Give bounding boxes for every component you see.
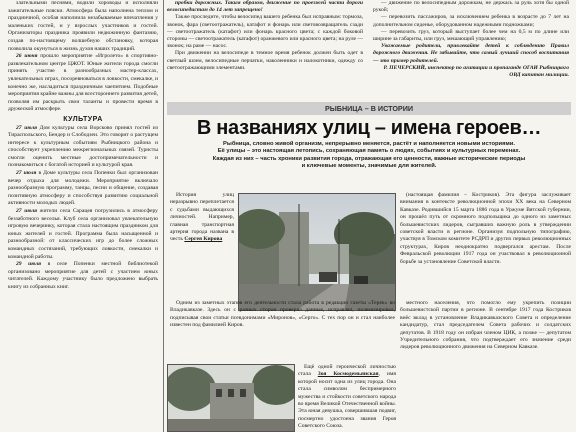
left-paragraph: 29 июля в селе Попенки местной библиотекой организовано мероприятие для детей с участием юных читателей. Каждому участнику было предложено выбрать книгу из собранных книг. xyxy=(8,261,158,290)
column-divider xyxy=(163,0,164,432)
date-lead: 27 июля xyxy=(16,170,37,177)
section-heading-culture: КУЛЬТУРА xyxy=(63,115,103,123)
section-band-label: РЫБНИЦА – В ИСТОРИИ xyxy=(324,104,414,113)
article-body-right xyxy=(400,192,571,266)
article-body-kosmodemyanskaya xyxy=(298,364,396,431)
traffic-paragraph: пробки дорожных. Таким образом, движение по проезжей части дороги велосипедистам до 14 лет запрещено! xyxy=(167,0,363,14)
article-lead xyxy=(175,141,563,171)
body-lower-col-2 xyxy=(400,300,571,352)
street-photo-image xyxy=(239,194,396,311)
left-intro: злательными песнями, водили хороводы и исполняли зажигательные пляски. Атмосфера была наполнена теплом и праздничной, особая наполнила незабываемые впечатления у маленьких гостей, и у взрослых участников и гостей. Организаторы праздника проявили недюжинную фантазию, создав по-настоящему волшебную обстановку, которая позволила окунуться в жизнь духов наших традиций. xyxy=(8,0,158,52)
left-paragraph: 27 июля жители села Сарацея погрузились в атмосферу беззаботного веселья. Клуб села организовал увлекательную игровую вечеринку, которая стала настоящим праздником для юных жителей и гостей. Программа была насыщенной и разнообразной: от классических игр до более сложных командных состязаний, требующих ловкости, смекалки и командной работы. xyxy=(8,208,158,260)
kosmodemyanskaya-photo xyxy=(167,364,295,432)
date-lead: 26 июня xyxy=(16,53,38,60)
body-paragraph: местного населения, что помогло ему укрепить позиции большевистской партии в регионе. В сентябре 1917 года Костриков внёс вклад в установление Владикавказского Совета и определение кандидатур, стал председателем Совета рабочих и солдатских депутатов. В 1918 году он избран членом ЦИК, а позже — депутатом Учредительного собрания, что подтверждает его значение среди лидеров революционного движения на Северном Кавказе. xyxy=(400,300,571,351)
traffic-paragraph: Уважаемые родители, привлекайте детей к соблюдению Правил дорожного движения. Не забывайте, что самый лучший способ воспитания — это пример родителей. xyxy=(373,43,569,64)
traffic-paragraph: — перевозить груз, который выступает более чем на 0,5 м по длине или ширине за габариты, или груз, мешающий управлению; xyxy=(373,28,569,43)
kirov-name: Сергея Кирова xyxy=(184,236,223,243)
traffic-paragraph: — перевозить пассажиров, за исключением ребенка в возрасте до 7 лет на дополнительном сиденье, оборудованном надежными подножками; xyxy=(373,14,569,28)
lead-line: и ключевые моменты, значимые для жителей. xyxy=(301,163,437,170)
traffic-paragraph: — движение по велосипедным дорожкам, не держась за руль хотя бы одной рукой; xyxy=(373,0,569,14)
kosmodemyanskaya-photo-image xyxy=(168,365,295,432)
article-body-left xyxy=(170,192,234,256)
body-paragraph: Ещё одной героической личностью стала Зоя Космодемьянская, имя которой носит одна из улиц города. Она стала символом беспримерного мужества и стойкости советского народа во время Великой Отечественной войны. Эта юная девушка, совершившая подвиг, посмертно удостоена звания Героя Советского Союза. xyxy=(298,364,397,430)
street-photo xyxy=(238,193,396,311)
author-signature: Р. ПЕЧЕРСКИЙ, инспектор по агитации и пропаганде ОГАИ Рыбницкого ОВД капитан милиции. xyxy=(383,64,569,79)
left-paragraph: 26 июня прошло мероприятие «Игролето» в спортивно-развлекательном центре ЦЖОТ. Юные жители города смогли принять участие в разнообразных мастер-классах, увлекательных играх, посоревноваться в ловкости, смекалке, и конечно же, насладиться праздничным чаепитием. Подобные мероприятия крайне важны для всестороннего развития детей, позволяя им раскрыть свои таланты и провести время в дружеской атмосфере. xyxy=(8,53,158,113)
body-lower-col-1 xyxy=(170,300,395,330)
lead-line: Её улицы – это настоящая летопись, сохраняющая память о людях, событиях и культурных переменах. xyxy=(217,148,521,155)
left-paragraph: 27 июля Дом культуры села Ворсково принял гостей из Тираспольского, Бендер и Слободзеи. Это говорит о растущем интересе к культурным событиям Рыбницкого района и способствует укреплению межрегиональных связей. Туристы смогли оценить местные достопримечательности и познакомиться с богатой историей и культурой края. xyxy=(8,124,158,169)
body-paragraph: (настоящая фамилия – Костриков). Эта фигура заслуживает внимания в контексте революционной эпохи XX века на Северном Кавказе. Родившийся 15 марта 1886 года в Уржуме Вятской губернии, он прошёл путь от скромного подпольщика до одного из заметных большевистских лидеров, сыгравших важную роль в утверждении советской власти в регионе. Организуя подпольную типографию, участвуя в Томском комитете РСДРП и других первых революционных структурах, Киров неоднократно подвергался арестам. После Февральской революции 1917 года он участвовал в революционной борьбе за установление Советской власти. xyxy=(400,192,571,265)
traffic-col-1 xyxy=(167,0,363,72)
traffic-col-2 xyxy=(373,0,569,79)
date-lead: 27 июля xyxy=(16,124,38,131)
body-paragraph: История улиц неразрывно переплетается с судьбами выдающихся личностей. Например, главная транспортная артерия города названа в честь Сергея Кирова xyxy=(170,192,234,243)
traffic-paragraph: При движении на велосипеде в темное время ребенок должен быть одет в светлый шлем, велосипедные перчатки, наколенники и налокотники, одежду со светоотражающими элементами. xyxy=(167,50,363,71)
traffic-paragraph: Также проследите, чтобы велосипед вашего ребенка был исправным: тормоза, звонок, фара (светоотражатель), катафот и фонарь или световозвращатель сзади — светоотражатель (катафот) или фонарь красного цвета; с каждой боковой стороны — светоотражатель (катафот) оранжевого или красного цвета; на руле — звонок; на раме — насос. xyxy=(167,14,363,50)
lead-line: Рыбница, словно живой организм, непрерывно меняется, растёт и наполняется новыми историями. xyxy=(223,141,515,147)
lead-line: Каждая из них – часть хроники развития города, отражающая его ценности, важные исторические периоды xyxy=(212,155,526,162)
traffic-article xyxy=(167,0,571,95)
body-paragraph: Одним из заметных этапов его деятельности стала работа в редакции газеты «Терек» во Владикавказе. Здесь он с разных сторон проверял данные, исправлял, полемизировал, подписывая свои статьи псевдонимами «Миронов», «Серго». С тех пор он и стал наиболее известен под фамилией Киров. xyxy=(170,300,395,329)
section-band xyxy=(167,102,571,115)
left-column xyxy=(0,0,162,432)
kosmodemyanskaya-name: Зоя Космодемьянская xyxy=(317,371,379,378)
article-headline: В названиях улиц – имена героев… xyxy=(196,117,542,139)
date-lead: 27 июля xyxy=(16,208,38,215)
date-lead: 29 июля xyxy=(16,261,41,268)
left-paragraph: 27 июля в Доме культуры села Попенки был организован вечер отдыха для молодежи. Мероприятие включало разнообразную программу, танцы, песни и общение, создавая позитивную атмосферу и способствуя развитию социальной активности молодых людей. xyxy=(8,170,158,207)
